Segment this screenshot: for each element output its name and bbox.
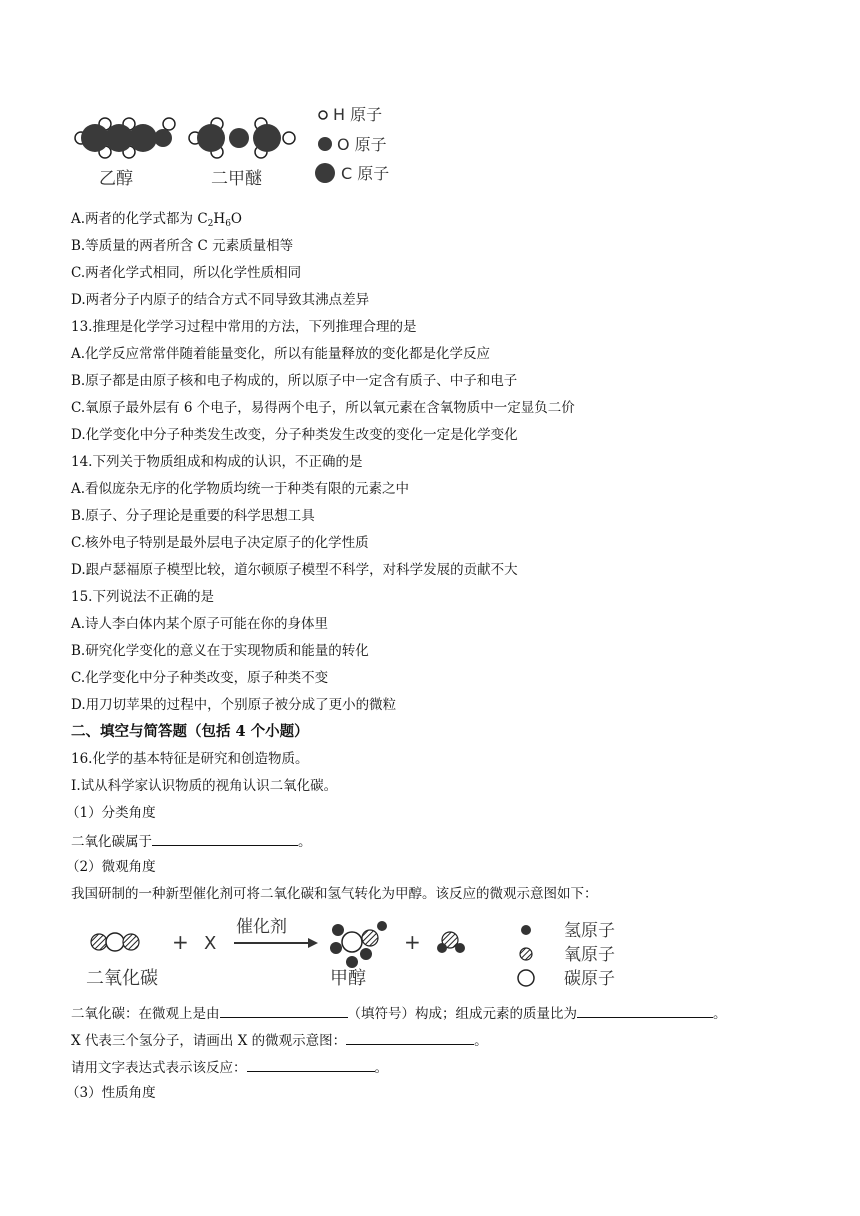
answer-blank-x-diagram[interactable] <box>346 1030 474 1045</box>
q15-option-a: A.诗人李白体内某个原子可能在你的身体里 <box>71 616 329 632</box>
reaction-diagram <box>86 912 642 994</box>
q16-part-1: I.试从科学家认识物质的视角认识二氧化碳。 <box>71 778 338 794</box>
q12-option-b: B.等质量的两者所含 C 元素质量相等 <box>71 238 294 254</box>
q13-option-d: D.化学变化中分子种类发生改变，分子种类发生改变的变化一定是化学变化 <box>71 427 518 443</box>
answer-blank-word-equation[interactable] <box>247 1057 375 1072</box>
section-heading: 二、填空与简答题（包括 4 个小题） <box>71 723 309 740</box>
q14-stem: 14.下列关于物质组成和构成的认识，不正确的是 <box>71 454 363 470</box>
ethanol-label: 乙醇 <box>99 169 133 189</box>
legend-c-atom: C 原子 <box>341 164 390 183</box>
q15-option-b: B.研究化学变化的意义在于实现物质和能量的转化 <box>71 643 369 659</box>
q16-sub1-title: （1）分类角度 <box>66 805 156 821</box>
q14-option-c: C.核外电子特别是最外层电子决定原子的化学性质 <box>71 535 369 551</box>
reactant-x: X <box>204 933 217 954</box>
q16-sub2-intro: 我国研制的一种新型催化剂可将二氧化碳和氢气转化为甲醇。该反应的微观示意图如下： <box>71 886 598 902</box>
q13-option-c: C.氧原子最外层有 6 个电子，易得两个电子，所以氧元素在含氧物质中一定显负二价 <box>71 400 575 416</box>
ethanol-model <box>75 118 175 158</box>
q16-sub2-title: （2）微观角度 <box>66 859 156 875</box>
dimethyl-ether-label: 二甲醚 <box>211 169 262 189</box>
q13-stem: 13.推理是化学学习过程中常用的方法，下列推理合理的是 <box>71 319 417 335</box>
q15-option-c: C.化学变化中分子种类改变，原子种类不变 <box>71 670 329 686</box>
answer-blank-particle[interactable] <box>220 1003 348 1018</box>
q14-option-d: D.跟卢瑟福原子模型比较，道尔顿原子模型不科学，对科学发展的贡献不大 <box>71 562 518 578</box>
legend-hydrogen: 氢原子 <box>564 921 615 941</box>
q13-option-b: B.原子都是由原子核和电子构成的，所以原子中一定含有质子、中子和电子 <box>71 373 518 389</box>
molecule-figure-1 <box>71 100 441 192</box>
reaction-arrow <box>234 938 318 948</box>
answer-blank-classification[interactable] <box>152 831 298 846</box>
q16-stem: 16.化学的基本特征是研究和创造物质。 <box>71 751 309 767</box>
q16-x-line: X 代表三个氢分子，请画出 X 的微观示意图： 。 <box>71 1030 488 1050</box>
legend-carbon: 碳原子 <box>564 969 615 989</box>
legend-h-atom: H 原子 <box>333 105 383 124</box>
dimethyl-ether-model <box>189 118 295 158</box>
figure2-legend <box>518 921 615 989</box>
q16-sub1-line: 二氧化碳属于 。 <box>71 831 312 851</box>
plus-sign-2: + <box>404 930 421 954</box>
q15-option-d: D.用刀切苹果的过程中，个别原子被分成了更小的微粒 <box>71 697 397 713</box>
figure1-legend <box>315 105 389 183</box>
methanol-label: 甲醇 <box>330 968 366 989</box>
legend-o-atom: O 原子 <box>337 135 387 154</box>
q16-word-equation-line: 请用文字表达式表示该反应： 。 <box>71 1057 388 1077</box>
q14-option-b: B.原子、分子理论是重要的科学思想工具 <box>71 508 315 524</box>
catalyst-label: 催化剂 <box>236 917 287 937</box>
q12-option-c: C.两者化学式相同，所以化学性质相同 <box>71 265 302 281</box>
water-molecule <box>437 932 465 953</box>
q12-option-d: D.两者分子内原子的结合方式不同导致其沸点差异 <box>71 292 370 308</box>
q15-stem: 15.下列说法不正确的是 <box>71 589 214 605</box>
q16-sub3-title: （3）性质角度 <box>66 1085 156 1101</box>
methanol-molecule <box>330 921 387 968</box>
legend-oxygen: 氧原子 <box>564 945 615 965</box>
q13-option-a: A.化学反应常常伴随着能量变化，所以有能量释放的变化都是化学反应 <box>71 346 491 362</box>
plus-sign-1: + <box>172 930 189 954</box>
q16-co2-line: 二氧化碳：在微观上是由 （填符号）构成；组成元素的质量比为 。 <box>71 1003 727 1023</box>
answer-blank-mass-ratio[interactable] <box>577 1003 713 1018</box>
q14-option-a: A.看似庞杂无序的化学物质均统一于种类有限的元素之中 <box>71 481 410 497</box>
q12-option-a: A.两者的化学式都为 $C_2H_6O$ <box>71 211 242 229</box>
co2-molecule <box>91 933 139 951</box>
co2-label: 二氧化碳 <box>86 968 158 989</box>
